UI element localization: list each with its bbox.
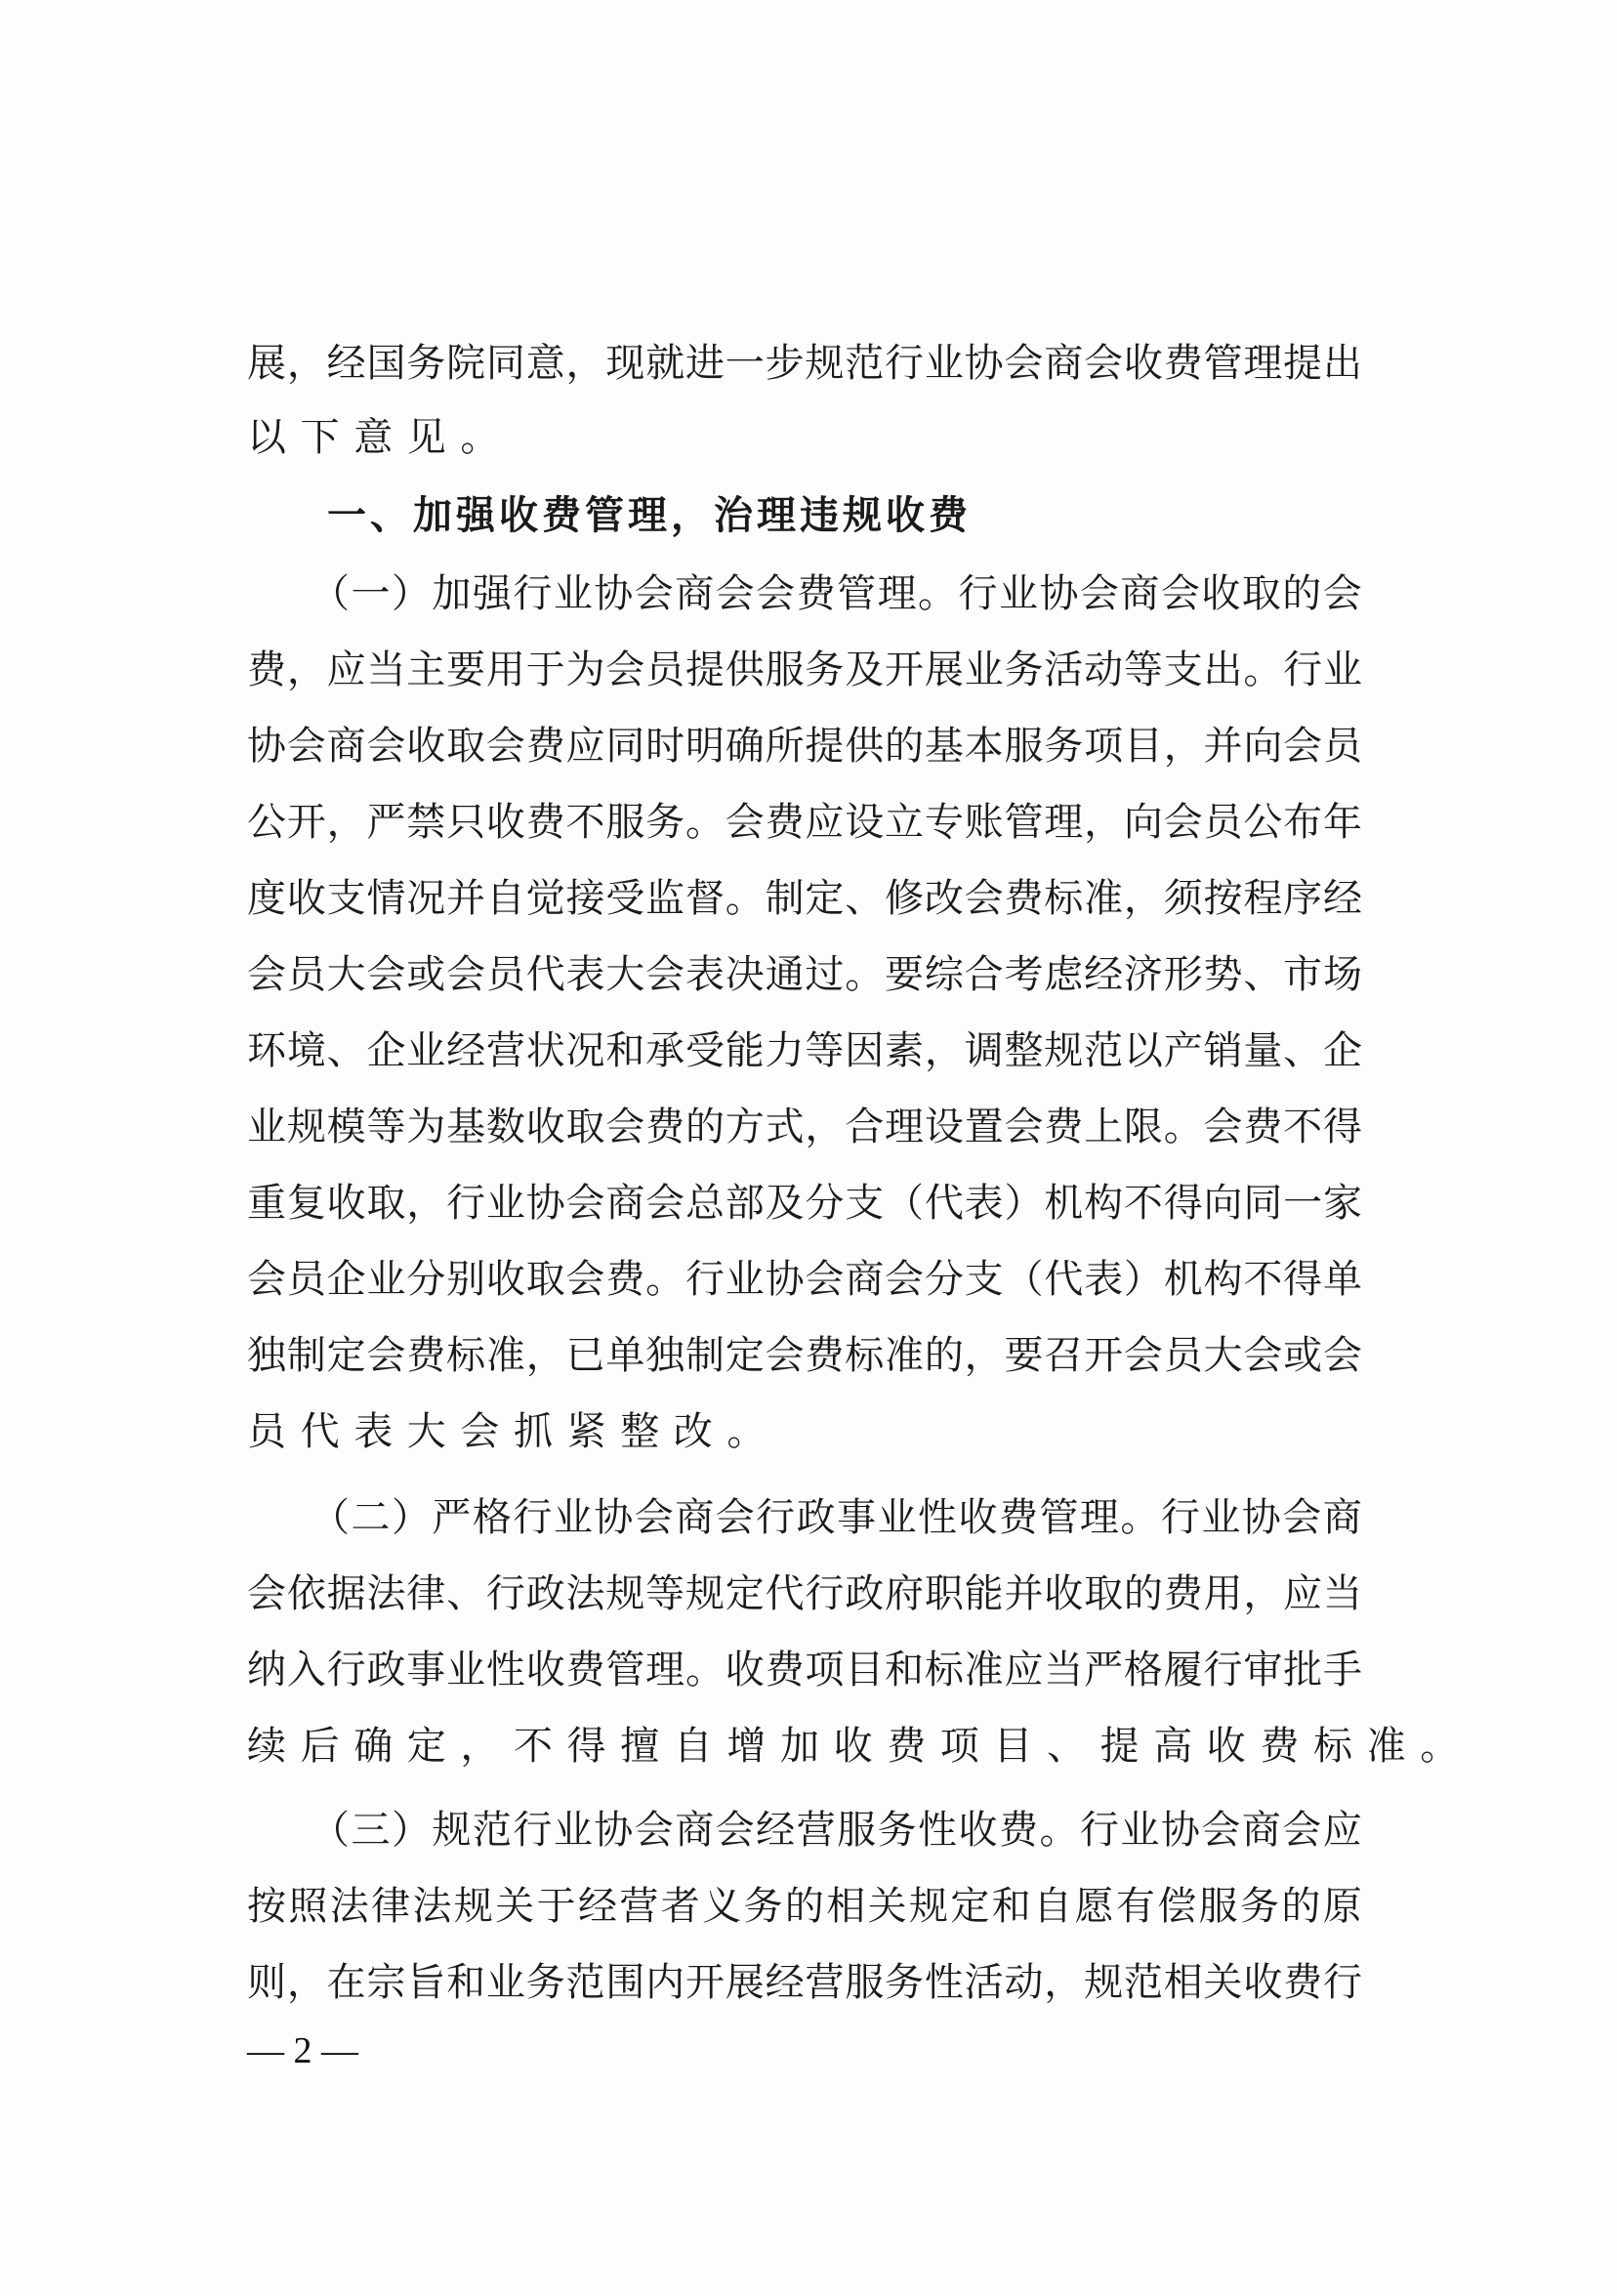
- paragraph-line: 按 照 法 律 法 规 关 于 经 营 者 义 务 的 相 关 规 定 和 自 愿 有 偿 服 务 的 原: [247, 1884, 1362, 1929]
- body-text-line: 以下意见。: [247, 415, 514, 460]
- paragraph-line: 独 制 定 会 费 标 准 ， 已 单 独 制 定 会 费 标 准 的 ， 要 召 开 会 员 大 会 或 会: [247, 1333, 1362, 1378]
- paragraph-line: 环 境 、 企 业 经 营 状 况 和 承 受 能 力 等 因 素 ， 调 整 规 范 以 产 销 量 、 企: [247, 1028, 1362, 1073]
- paragraph-line: 会 员 企 业 分 别 收 取 会 费 。 行 业 协 会 商 会 分 支 （ 代 表 ） 机 构 不 得 单: [247, 1257, 1362, 1302]
- paragraph-line: 费 ， 应 当 主 要 用 于 为 会 员 提 供 服 务 及 开 展 业 务 活 动 等 支 出 。 行 业: [247, 647, 1362, 692]
- paragraph-line: 公 开 ， 严 禁 只 收 费 不 服 务 。 会 费 应 设 立 专 账 管 理 ， 向 会 员 公 布 年: [247, 800, 1362, 845]
- paragraph-line: 重 复 收 取 ， 行 业 协 会 商 会 总 部 及 分 支 （ 代 表 ） 机 构 不 得 向 同 一 家: [247, 1181, 1362, 1226]
- paragraph-line: 协 会 商 会 收 取 会 费 应 同 时 明 确 所 提 供 的 基 本 服 务 项 目 ， 并 向 会 员: [247, 724, 1362, 769]
- paragraph-line: 续后确定，不得擅自增加收费项目、提高收费标准。: [247, 1724, 1473, 1769]
- page-number: — 2 —: [247, 2030, 358, 2071]
- paragraph-line: （ 一 ） 加 强 行 业 协 会 商 会 会 费 管 理 。 行 业 协 会 商 会 收 取 的 会: [311, 571, 1362, 616]
- paragraph-line: 纳 入 行 政 事 业 性 收 费 管 理 。 收 费 项 目 和 标 准 应 当 严 格 履 行 审 批 手: [247, 1648, 1362, 1692]
- body-text-line: 展 ， 经 国 务 院 同 意 ， 现 就 进 一 步 规 范 行 业 协 会 商 会 收 费 管 理 提 出: [247, 341, 1362, 386]
- paragraph-line: 会 员 大 会 或 会 员 代 表 大 会 表 决 通 过 。 要 综 合 考 虑 经 济 形 势 、 市 场: [247, 952, 1362, 997]
- paragraph-line: 会 依 据 法 律 、 行 政 法 规 等 规 定 代 行 政 府 职 能 并 收 取 的 费 用 ， 应 当: [247, 1571, 1362, 1616]
- paragraph-line: （ 二 ） 严 格 行 业 协 会 商 会 行 政 事 业 性 收 费 管 理 。 行 业 协 会 商: [311, 1495, 1362, 1540]
- section-heading: 一、加强收费管理，治理违规收费: [327, 493, 972, 538]
- paragraph-line: 业 规 模 等 为 基 数 收 取 会 费 的 方 式 ， 合 理 设 置 会 费 上 限 。 会 费 不 得: [247, 1105, 1362, 1149]
- paragraph-line: 员代表大会抓紧整改。: [247, 1409, 780, 1454]
- paragraph-line: 度 收 支 情 况 并 自 觉 接 受 监 督 。 制 定 、 修 改 会 费 标 准 ， 须 按 程 序 经: [247, 876, 1362, 921]
- paragraph-line: 则 ， 在 宗 旨 和 业 务 范 围 内 开 展 经 营 服 务 性 活 动 ， 规 范 相 关 收 费 行: [247, 1960, 1362, 2005]
- paragraph-line: （ 三 ） 规 范 行 业 协 会 商 会 经 营 服 务 性 收 费 。 行 业 协 会 商 会 应: [311, 1808, 1362, 1853]
